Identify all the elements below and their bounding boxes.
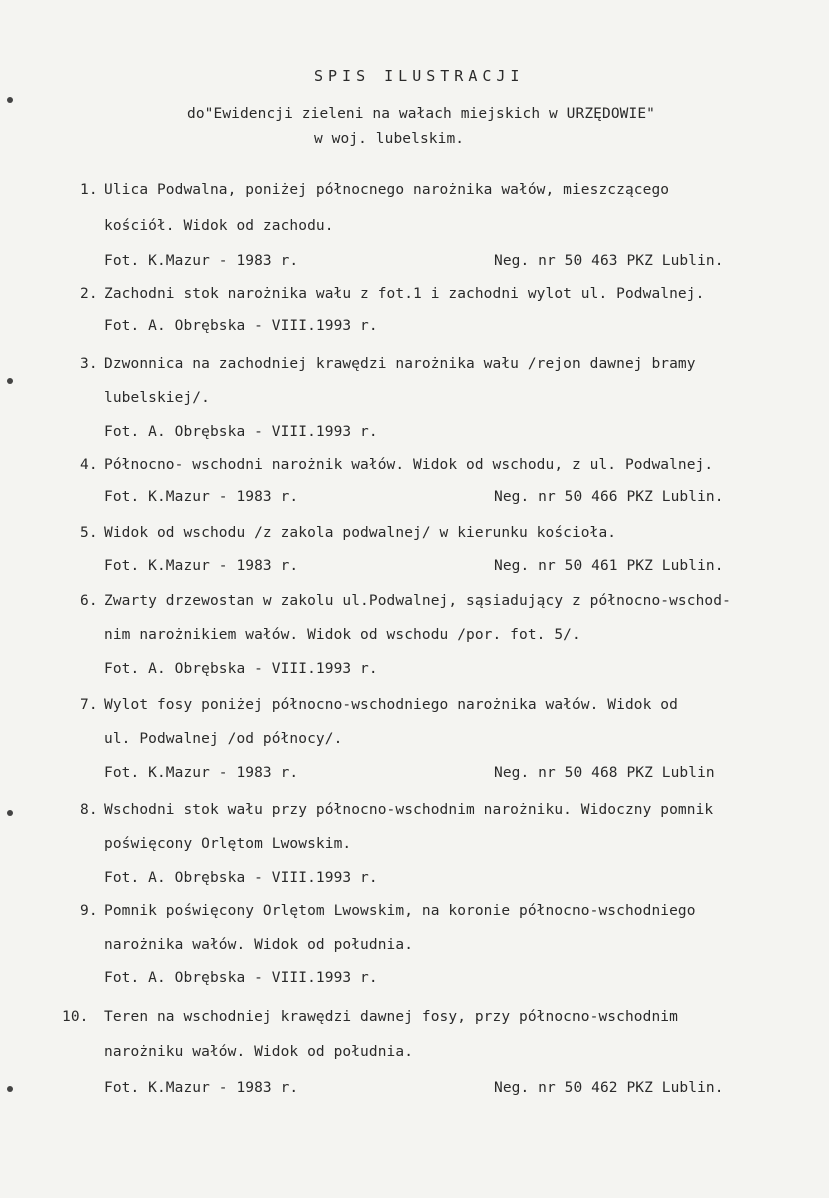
negative-number: Neg. nr 50 462 PKZ Lublin. <box>494 1080 724 1096</box>
punch-hole <box>7 1086 13 1092</box>
item-text: ul. Podwalnej /od północy/. <box>104 731 343 747</box>
item-text: narożnika wałów. Widok od południa. <box>104 937 414 953</box>
photo-credit: Fot. A. Obrębska - VIII.1993 r. <box>104 970 378 986</box>
item-text: Ulica Podwalna, poniżej północnego narożnika wałów, mieszczącego <box>104 182 670 198</box>
item-text: Widok od wschodu /z zakola podwalnej/ w kierunku kościoła. <box>104 525 617 541</box>
photo-credit: Fot. A. Obrębska - VIII.1993 r. <box>104 424 378 440</box>
document-subtitle: do"Ewidencji zieleni na wałach miejskich w URZĘDOWIE" <box>187 106 655 122</box>
document-subtitle: w woj. lubelskim. <box>314 131 465 147</box>
photo-credit: Fot. K.Mazur - 1983 r. <box>104 253 299 269</box>
photo-credit: Fot. K.Mazur - 1983 r. <box>104 1080 299 1096</box>
item-text: lubelskiej/. <box>104 390 210 406</box>
item-number: 3. <box>80 356 98 372</box>
punch-hole <box>7 810 13 816</box>
negative-number: Neg. nr 50 463 PKZ Lublin. <box>494 253 724 269</box>
item-text: Dzwonnica na zachodniej krawędzi narożnika wału /rejon dawnej bramy <box>104 356 696 372</box>
negative-number: Neg. nr 50 461 PKZ Lublin. <box>494 558 724 574</box>
photo-credit: Fot. A. Obrębska - VIII.1993 r. <box>104 870 378 886</box>
photo-credit: Fot. A. Obrębska - VIII.1993 r. <box>104 318 378 334</box>
item-text: nim narożnikiem wałów. Widok od wschodu /por. fot. 5/. <box>104 627 581 643</box>
item-text: Zwarty drzewostan w zakolu ul.Podwalnej, sąsiadujący z północno-wschod- <box>104 593 731 609</box>
item-number: 9. <box>80 903 98 919</box>
negative-number: Neg. nr 50 466 PKZ Lublin. <box>494 489 724 505</box>
item-number: 6. <box>80 593 98 609</box>
item-number: 1. <box>80 182 98 198</box>
punch-hole <box>7 378 13 384</box>
punch-hole <box>7 97 13 103</box>
item-text: Teren na wschodniej krawędzi dawnej fosy, przy północno-wschodnim <box>104 1009 678 1025</box>
item-text: Wschodni stok wału przy północno-wschodnim narożniku. Widoczny pomnik <box>104 802 714 818</box>
item-text: Północno- wschodni narożnik wałów. Widok od wschodu, z ul. Podwalnej. <box>104 457 714 473</box>
photo-credit: Fot. A. Obrębska - VIII.1993 r. <box>104 661 378 677</box>
photo-credit: Fot. K.Mazur - 1983 r. <box>104 765 299 781</box>
item-number: 2. <box>80 286 98 302</box>
item-number: 10. <box>62 1009 89 1025</box>
negative-number: Neg. nr 50 468 PKZ Lublin <box>494 765 715 781</box>
item-text: poświęcony Orlętom Lwowskim. <box>104 836 352 852</box>
item-text: narożniku wałów. Widok od południa. <box>104 1044 414 1060</box>
item-number: 5. <box>80 525 98 541</box>
item-number: 8. <box>80 802 98 818</box>
document-title: SPIS ILUSTRACJI <box>314 67 525 85</box>
item-number: 7. <box>80 697 98 713</box>
item-number: 4. <box>80 457 98 473</box>
photo-credit: Fot. K.Mazur - 1983 r. <box>104 489 299 505</box>
item-text: Pomnik poświęcony Orlętom Lwowskim, na koronie północno-wschodniego <box>104 903 696 919</box>
item-text: Wylot fosy poniżej północno-wschodniego narożnika wałów. Widok od <box>104 697 678 713</box>
item-text: kościół. Widok od zachodu. <box>104 218 334 234</box>
item-text: Zachodni stok narożnika wału z fot.1 i zachodni wylot ul. Podwalnej. <box>104 286 705 302</box>
photo-credit: Fot. K.Mazur - 1983 r. <box>104 558 299 574</box>
